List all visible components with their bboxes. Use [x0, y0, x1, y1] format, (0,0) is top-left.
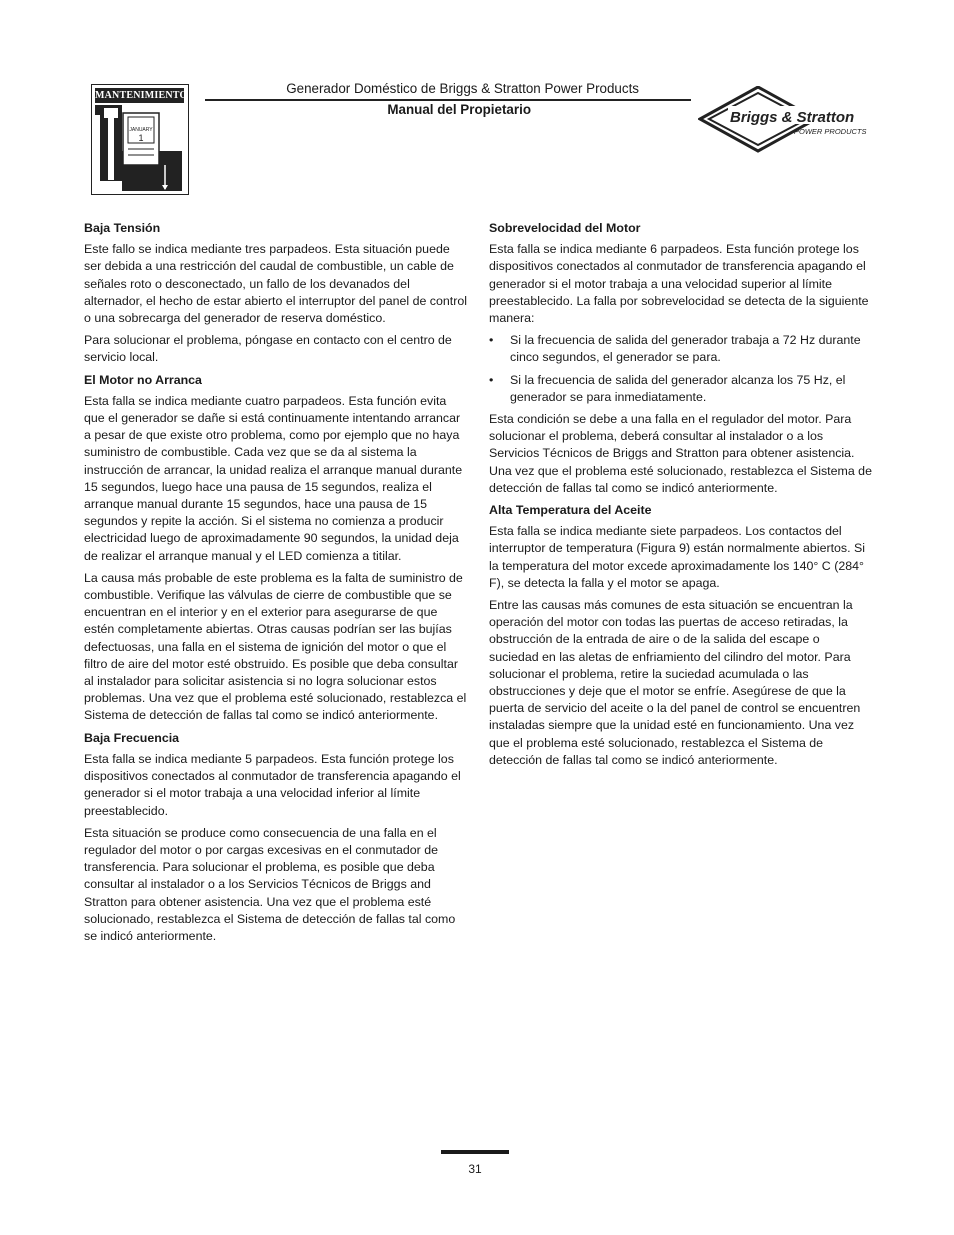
logo-tagline: POWER PRODUCTS [794, 127, 867, 136]
paragraph: Esta falla se indica mediante 5 parpadeos. Esta función protege los dispositivos conectados al conmutador de transferencia apagando el generador si el motor trabaja a una velocidad inferior al límite preestablecido. [84, 751, 461, 818]
paragraph: Entre las causas más comunes de esta situación se encuentran la operación del motor con todas las puertas de acceso retiradas, la obstrucción de la entrada de aire o de la salida del escape o suciedad en las aletas de enfriamiento del cilindro del motor. Para solucionar el problema, retire la suciedad acumulada o las obstrucciones y deje que el motor se enfríe. Asegúrese de que la puerta de servicio del aceite o la del panel de control se encuentren instaladas siempre que la unidad esté en funcionamiento. Una vez que el problema esté solucionado, restablezca el Sistema de detección de fallas tal como se indicó anteriormente. [489, 598, 861, 767]
page-header [205, 80, 691, 118]
logo-brand: Briggs & Stratton [730, 109, 855, 126]
section-heading: Baja Tensión [84, 221, 161, 235]
paragraph: La causa más probable de este problema es la falta de suministro de combustible. Verifique las válvulas de cierre de combustible que se encuentran en el interior y en el exterior para asegurarse de que estén completamente abiertas. Otras causas podrían ser las bujías defectuosas, una falla en el sistema de ignición del motor o que el filtro de aire del motor esté obstruido. Es posible que deba consultar al instalador para solicitar asistencia si no logra solucionar estos problemas. Una vez que el problema esté solucionado, restablezca el Sistema de detección de fallas tal como se indicó anteriormente. [84, 570, 467, 723]
page-footer [441, 1150, 509, 1176]
section-heading: Alta Temperatura del Aceite [489, 503, 652, 518]
section-heading: El Motor no Arranca [84, 372, 202, 387]
list-item: • Si la frecuencia de salida del generador alcanza los 75 Hz, el generador se para inmediatamente. [489, 372, 872, 406]
header-rule [205, 99, 691, 101]
paragraph: Esta falla se indica mediante cuatro parpadeos. Esta función evita que el generador se dañe si está continuamente intentando arrancar a pesar de que existe otro problema, como por ejemplo que no haya suministro de combustible. Cada vez que se da al sistema la instrucción de arrancar, la unidad realiza el arranque manual durante 15 segundos, luego hace una pausa de 15 segundos, realiza el arranque manual durante 15 segundos, hace una pausa de 15 segundos y repite la acción. Si el sistema no comienza a producir electricidad luego de aproximadamente 90 segundos, la unidad deja de realizar el arranque manual y el LED comienza a titilar. [84, 393, 463, 563]
paragraph: Esta condición se debe a una falla en el regulador del motor. Para solucionar el problema, deberá consultar al instalador o a los Servicios Técnicos de Briggs and Stratton para obtener asistencia. Una vez que el problema esté solucionado, restablezca el Sistema de detección de fallas tal como se indicó anteriormente. [489, 412, 872, 495]
calendar-icon [95, 105, 184, 191]
bullet-list [489, 332, 872, 406]
paragraph: Este fallo se indica mediante tres parpadeos. Esta situación puede ser debida a una restricción del caudal de combustible, un cable de señales roto o desconectado, un fallo de los devanados del alternador, el hecho de estar abierto el interruptor del panel de control o una sobrecarga del generador de reserva doméstico. [84, 242, 467, 326]
list-item: • Si la frecuencia de salida del generador trabaja a 72 Hz durante cinco segundos, el generador se para. [489, 332, 872, 366]
paragraph: Esta falla se indica mediante 6 parpadeos. Esta función protege los dispositivos conectados al conmutador de transferencia apagando el generador si el motor trabaja a una velocidad superior al límite preestablecido. La falla por sobrevelocidad se detecta de la siguiente manera: [489, 242, 869, 326]
page-number: 31 [468, 1162, 482, 1176]
calendar-month: JANUARY [129, 127, 153, 133]
briggs-stratton-logo [698, 86, 870, 156]
header-title: Generador Doméstico de Briggs & Stratton Power Products [286, 81, 639, 96]
left-column [84, 220, 467, 950]
section-heading: Baja Frecuencia [84, 730, 180, 745]
right-column [489, 220, 872, 774]
paragraph: Esta falla se indica mediante siete parpadeos. Los contactos del interruptor de temperatura (Figura 9) están normalmente abiertos. Si la temperatura del motor excede aproximadamente los 140° C (284° F), se detecta la falla y el motor se apaga. [489, 524, 866, 590]
paragraph: Esta situación se produce como consecuencia de una falla en el regulador del motor o por cargas excesivas en el conmutador de transferencia. Para solucionar el problema, es posible que deba consultar al instalador o a los Servicios Técnicos de Briggs and Stratton para obtener asistencia. Una vez que el problema esté solucionado, restablezca el Sistema de detección de fallas tal como se indicó anteriormente. [84, 825, 456, 943]
maintenance-badge [91, 84, 189, 195]
footer-bar [441, 1150, 509, 1154]
header-subtitle: Manual del Propietario [387, 101, 531, 117]
section-heading: Sobrevelocidad del Motor [489, 221, 641, 235]
calendar-day: 1 [138, 133, 144, 143]
paragraph: Para solucionar el problema, póngase en contacto con el centro de servicio local. [84, 333, 452, 365]
badge-label: MANTENIMIENTO [95, 90, 188, 101]
